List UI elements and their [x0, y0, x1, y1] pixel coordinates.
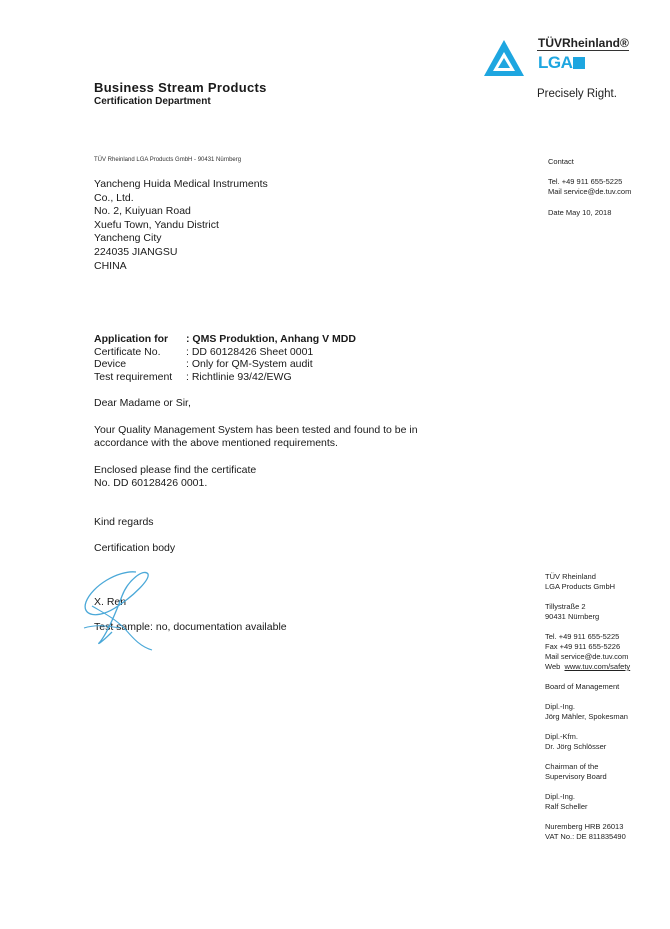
- address-line: No. 2, Kuiyuan Road: [94, 205, 191, 218]
- address-line: 224035 JIANGSU: [94, 245, 178, 258]
- company-info: TÜV Rheinland LGA Products GmbH Tillystraße 2 90431 Nürnberg Tel. +49 911 655-5225 Fax +49 911 655-5226 Mail service@de.tuv.com Web www.tuv.com/safety Board of Management Dipl.-Ing. Jörg Mähler, Spokesman Dipl.-Kfm. Dr. Jörg Schlösser Chairman of the Supervisory Board Dipl.-Ing. Ralf Scheller Nuremberg HRB 26013 VAT No.: DE 811835490: [545, 572, 631, 841]
- contact-label: Contact: [548, 157, 574, 166]
- brand-name: TÜVRheinland®: [538, 36, 629, 50]
- slogan: Precisely Right.: [537, 88, 617, 100]
- web-link[interactable]: www.tuv.com/safety: [564, 662, 631, 671]
- contact-mail: Mail service@de.tuv.com: [548, 187, 632, 196]
- application-row: Test requirement : Richtlinie 93/42/EWG: [94, 370, 292, 383]
- body-paragraph-1: Your Quality Management System has been tested and found to be in accordance with the above mentioned requirements.: [94, 424, 418, 449]
- address-line: CHINA: [94, 259, 127, 272]
- application-row: Device : Only for QM-System audit: [94, 358, 313, 371]
- brand-divider: [537, 50, 629, 51]
- body-paragraph-2: Enclosed please find the certificate No. DD 60128426 0001.: [94, 464, 257, 489]
- signer-name: X. Ren: [94, 596, 127, 608]
- department-title: Business Stream Products: [94, 80, 267, 95]
- closing: Kind regards: [94, 516, 154, 528]
- address-line: Yancheng City: [94, 232, 162, 245]
- address-line: Yancheng Huida Medical Instruments: [94, 178, 268, 190]
- department-subtitle: Certification Department: [94, 96, 211, 107]
- handwritten-signature: [78, 566, 168, 656]
- test-sample-note: Test sample: no, documentation available: [94, 621, 287, 633]
- brand-sub-logo: LGA: [538, 53, 585, 73]
- sender-line: TÜV Rheinland LGA Products GmbH - 90431 Nürnberg: [94, 157, 242, 163]
- address-line: Xuefu Town, Yandu District: [94, 218, 219, 231]
- application-row: Application for : QMS Produktion, Anhang V MDD: [94, 333, 356, 345]
- contact-tel: Tel. +49 911 655-5225: [548, 177, 623, 186]
- recipient-address: [94, 178, 268, 273]
- application-row: Certificate No. : DD 60128426 Sheet 0001: [94, 345, 314, 358]
- address-line: Co., Ltd.: [94, 191, 134, 204]
- application-table: [94, 333, 356, 383]
- tuv-logo-triangle-icon: [482, 38, 526, 78]
- letter-date: Date May 10, 2018: [548, 208, 612, 217]
- salutation: Dear Madame or Sir,: [94, 397, 191, 409]
- signatory-org: Certification body: [94, 542, 176, 554]
